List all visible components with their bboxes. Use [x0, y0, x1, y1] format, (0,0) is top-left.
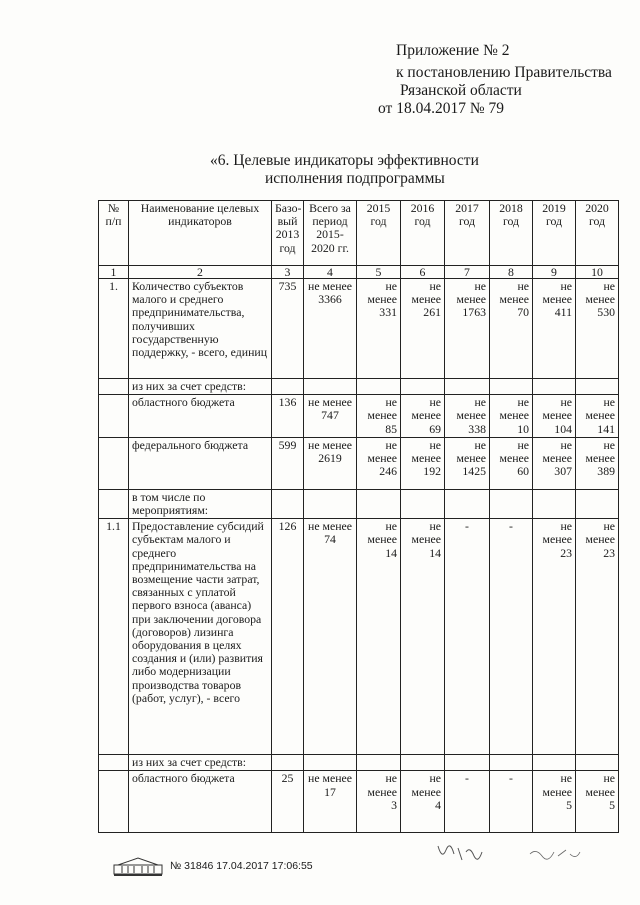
row-number — [99, 437, 129, 489]
row-number: 1. — [99, 279, 129, 379]
indicator-value — [445, 379, 490, 395]
indicator-value: - — [445, 519, 490, 755]
indicator-value — [357, 755, 401, 771]
indicator-name: областного бюджета — [129, 771, 272, 833]
document-reference: № 31846 17.04.2017 17:06:55 — [170, 860, 313, 872]
indicator-value: не менее 747 — [304, 395, 357, 438]
indicator-value: не менее 3 — [357, 771, 401, 833]
indicator-value: не менее 2619 — [304, 437, 357, 489]
indicator-value: не менее 411 — [533, 279, 576, 379]
indicator-value: не менее 23 — [576, 519, 619, 755]
column-number-row — [99, 266, 619, 279]
base-value: 25 — [272, 771, 304, 833]
indicator-value: не менее 331 — [357, 279, 401, 379]
indicator-name: из них за счет средств: — [129, 755, 272, 771]
indicator-value — [533, 379, 576, 395]
indicator-value: не менее 261 — [401, 279, 445, 379]
col-number: 8 — [490, 266, 533, 279]
resolution-line: к постановлению Правительства — [396, 64, 612, 81]
indicator-value — [445, 755, 490, 771]
indicator-name: Предоставление субсидий субъектам малого и среднего предпринимательства на возмещение части затрат, связанных с уплатой первого взноса (аванса) при заключении договора (договоров) лизинга оборудования в целях создания и (или) развития либо модернизации производства товаров (работ, услуг), - всего — [129, 519, 272, 755]
table-row — [99, 395, 619, 438]
col-number: 3 — [272, 266, 304, 279]
indicator-value: не менее 10 — [490, 395, 533, 438]
base-value: 735 — [272, 279, 304, 379]
indicator-value — [401, 755, 445, 771]
indicator-value — [576, 755, 619, 771]
col-number: 10 — [576, 266, 619, 279]
indicator-value — [304, 379, 357, 395]
indicator-name: в том числе по мероприятиям: — [129, 489, 272, 518]
base-value: 136 — [272, 395, 304, 438]
indicator-value: не менее 23 — [533, 519, 576, 755]
base-value: 126 — [272, 519, 304, 755]
col-number: 6 — [401, 266, 445, 279]
indicator-value: не менее 1763 — [445, 279, 490, 379]
base-value: 599 — [272, 437, 304, 489]
col-number: 5 — [357, 266, 401, 279]
document-footer — [112, 855, 313, 877]
government-building-icon — [112, 855, 164, 877]
indicator-name: федерального бюджета — [129, 437, 272, 489]
indicator-value — [533, 755, 576, 771]
table-row — [99, 379, 619, 395]
indicator-value: не менее 104 — [533, 395, 576, 438]
table-row — [99, 519, 619, 755]
col-header-2019: 2019 год — [533, 201, 576, 266]
table-row — [99, 489, 619, 518]
col-header-total: Всего за период 2015- 2020 гг. — [304, 201, 357, 266]
indicator-value: не менее 14 — [357, 519, 401, 755]
indicator-value — [576, 379, 619, 395]
base-value — [272, 489, 304, 518]
indicator-value — [401, 379, 445, 395]
indicator-value: не менее 85 — [357, 395, 401, 438]
indicator-value — [490, 379, 533, 395]
indicator-value — [533, 489, 576, 518]
col-header-2018: 2018 год — [490, 201, 533, 266]
table-title: «6. Целевые индикаторы эффективности — [210, 152, 479, 169]
signature-icon — [430, 840, 590, 870]
col-number: 9 — [533, 266, 576, 279]
indicator-name: областного бюджета — [129, 395, 272, 438]
row-number: 1.1 — [99, 519, 129, 755]
date-line: от 18.04.2017 № 79 — [378, 100, 504, 117]
indicator-value — [576, 489, 619, 518]
col-header-base: Базо- вый 2013 год — [272, 201, 304, 266]
indicator-value: не менее 5 — [576, 771, 619, 833]
indicator-value: не менее 14 — [401, 519, 445, 755]
indicators-table — [98, 200, 619, 833]
row-number — [99, 395, 129, 438]
indicator-name: из них за счет средств: — [129, 379, 272, 395]
indicator-value: не менее 338 — [445, 395, 490, 438]
indicator-value: не менее 4 — [401, 771, 445, 833]
indicator-value: не менее 17 — [304, 771, 357, 833]
col-header-num: № п/п — [99, 201, 129, 266]
indicator-value: не менее 3366 — [304, 279, 357, 379]
indicator-value — [357, 489, 401, 518]
col-header-2017: 2017 год — [445, 201, 490, 266]
col-header-name: Наименование целевых индикаторов — [129, 201, 272, 266]
col-header-2015: 2015 год — [357, 201, 401, 266]
indicator-value: не менее 70 — [490, 279, 533, 379]
indicator-value — [490, 489, 533, 518]
indicator-value: не менее 74 — [304, 519, 357, 755]
indicator-value — [445, 489, 490, 518]
indicator-value: не менее 5 — [533, 771, 576, 833]
col-number: 2 — [129, 266, 272, 279]
col-header-2016: 2016 год — [401, 201, 445, 266]
indicator-value — [401, 489, 445, 518]
base-value — [272, 379, 304, 395]
region-line: Рязанской области — [400, 82, 522, 99]
indicator-value: - — [445, 771, 490, 833]
indicator-name: Количество субъектов малого и среднего предпринимательства, получивших государственную поддержку, - всего, единиц — [129, 279, 272, 379]
indicator-value: - — [490, 771, 533, 833]
table-subtitle: исполнения подпрограммы — [265, 170, 445, 187]
base-value — [272, 755, 304, 771]
col-number: 7 — [445, 266, 490, 279]
indicator-value: не менее 1425 — [445, 437, 490, 489]
indicator-value: не менее 246 — [357, 437, 401, 489]
indicator-value — [304, 755, 357, 771]
indicator-value: не менее 192 — [401, 437, 445, 489]
table-row — [99, 755, 619, 771]
indicator-value: не менее 307 — [533, 437, 576, 489]
col-number: 4 — [304, 266, 357, 279]
col-number: 1 — [99, 266, 129, 279]
indicator-value: не менее 530 — [576, 279, 619, 379]
indicator-value: не менее 389 — [576, 437, 619, 489]
table-row — [99, 437, 619, 489]
row-number — [99, 771, 129, 833]
indicator-value: не менее 60 — [490, 437, 533, 489]
header-row — [99, 201, 619, 266]
row-number — [99, 489, 129, 518]
col-header-2020: 2020 год — [576, 201, 619, 266]
appendix-label: Приложение № 2 — [396, 42, 510, 59]
table-row — [99, 771, 619, 833]
indicator-value: - — [490, 519, 533, 755]
row-number — [99, 755, 129, 771]
table-body — [99, 279, 619, 833]
indicator-value — [357, 379, 401, 395]
indicator-value: не менее 141 — [576, 395, 619, 438]
indicator-value: не менее 69 — [401, 395, 445, 438]
indicator-value — [490, 755, 533, 771]
table-row — [99, 279, 619, 379]
row-number — [99, 379, 129, 395]
indicator-value — [304, 489, 357, 518]
